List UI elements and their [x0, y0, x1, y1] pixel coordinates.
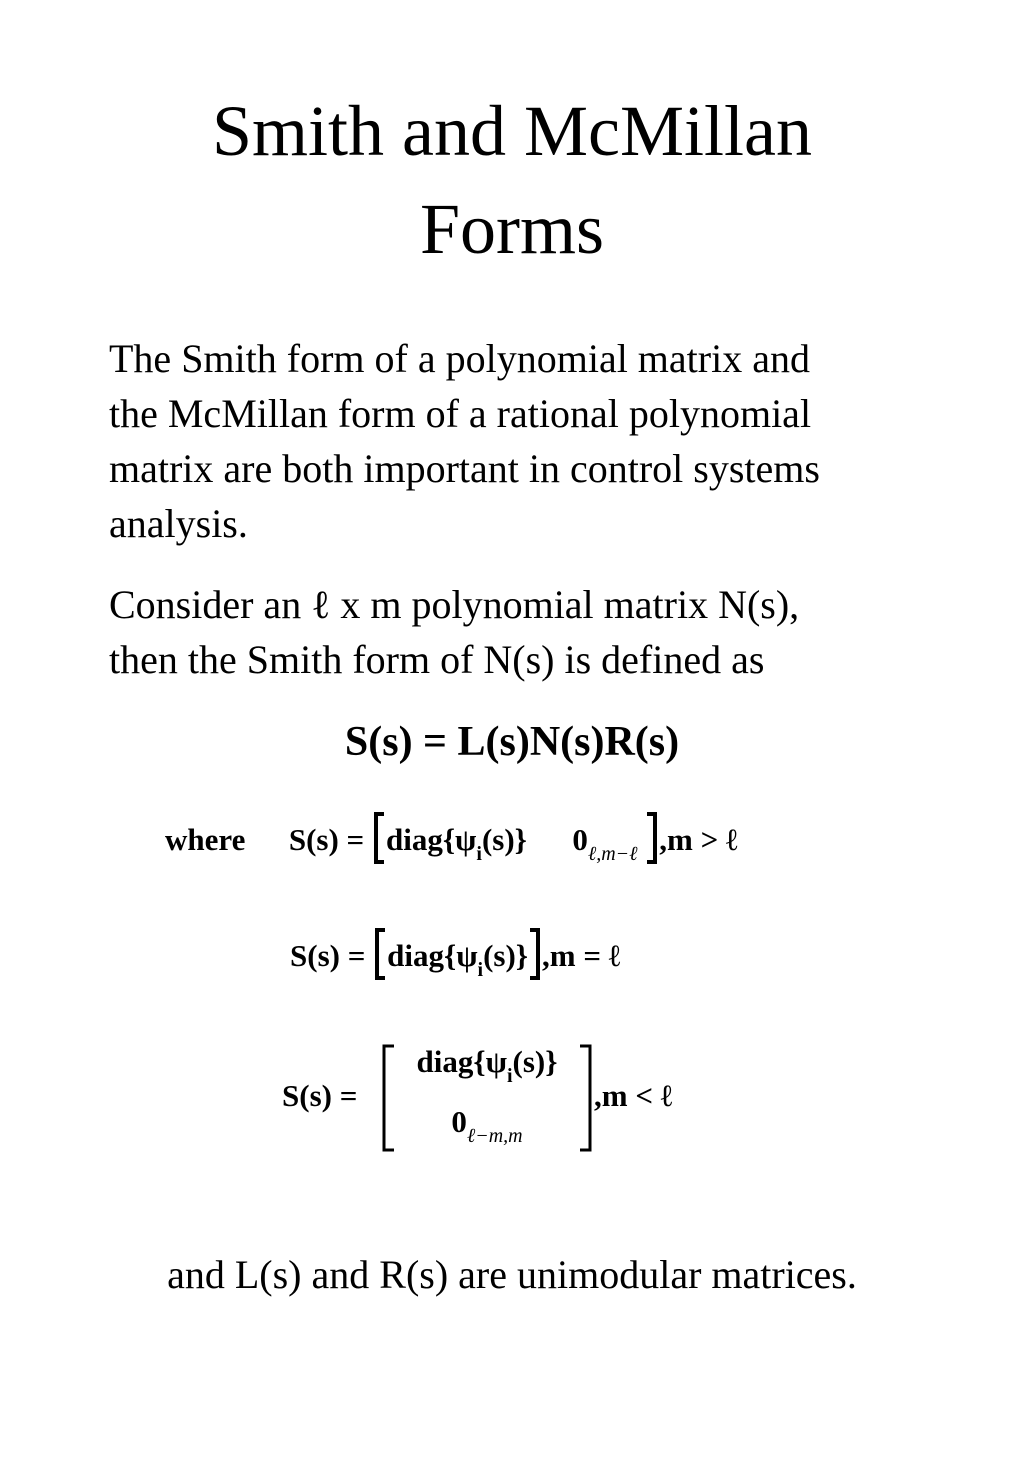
left-bracket-icon [380, 1044, 396, 1152]
zero-block: 0 [451, 1104, 467, 1139]
title-line-2: Forms [419, 189, 605, 269]
zero-block: 0 [572, 822, 588, 857]
subscript: i [477, 959, 484, 981]
left-bracket-icon [372, 812, 386, 864]
where-label: where [165, 822, 246, 857]
diag-term: diag{ψ [385, 822, 477, 857]
text-line: analysis. [109, 501, 248, 546]
title-line-1: Smith and McMillan [212, 91, 812, 171]
definition-paragraph [109, 577, 939, 687]
closing-sentence: and L(s) and R(s) are unimodular matrices. [167, 1252, 857, 1297]
condition: ,m = ℓ [542, 938, 621, 973]
right-bracket-icon [578, 1044, 594, 1152]
subscript: i [476, 843, 482, 865]
condition: ,m < ℓ [594, 1078, 673, 1113]
eq-lhs: S(s) = [288, 822, 365, 857]
subscript: i [506, 1065, 513, 1087]
left-bracket-icon [373, 928, 387, 980]
condition: ,m > ℓ [659, 822, 738, 857]
text-line: then the Smith form of N(s) is defined as [109, 637, 765, 682]
smith-form-equation: S(s) = L(s)N(s)R(s) [344, 719, 680, 765]
diag-arg: (s)} [481, 822, 527, 857]
text-line: The Smith form of a polynomial matrix and [109, 336, 810, 381]
diag-term: diag{ψ [387, 938, 478, 973]
eq-lhs: S(s) = [290, 938, 366, 973]
case-m-equal-l [290, 928, 620, 980]
right-bracket-icon [645, 812, 659, 864]
intro-paragraph [109, 331, 939, 551]
right-bracket-icon [528, 928, 542, 980]
subscript: ℓ−m,m [466, 1125, 523, 1147]
text-line: the McMillan form of a rational polynomial [109, 391, 812, 436]
text-line: Consider an ℓ x m polynomial matrix N(s), [109, 582, 800, 627]
diag-term: diag{ψ [416, 1044, 507, 1079]
text-line: matrix are both important in control systems [109, 446, 820, 491]
diag-arg: (s)} [512, 1044, 558, 1079]
page-title [0, 82, 1024, 278]
subscript: ℓ,m−ℓ [587, 843, 638, 865]
matrix-bottom-entry [398, 1104, 576, 1147]
eq-lhs: S(s) = [282, 1078, 358, 1113]
matrix-top-entry [398, 1044, 576, 1087]
diag-arg: (s)} [483, 938, 529, 973]
case-m-greater-l [165, 812, 738, 864]
